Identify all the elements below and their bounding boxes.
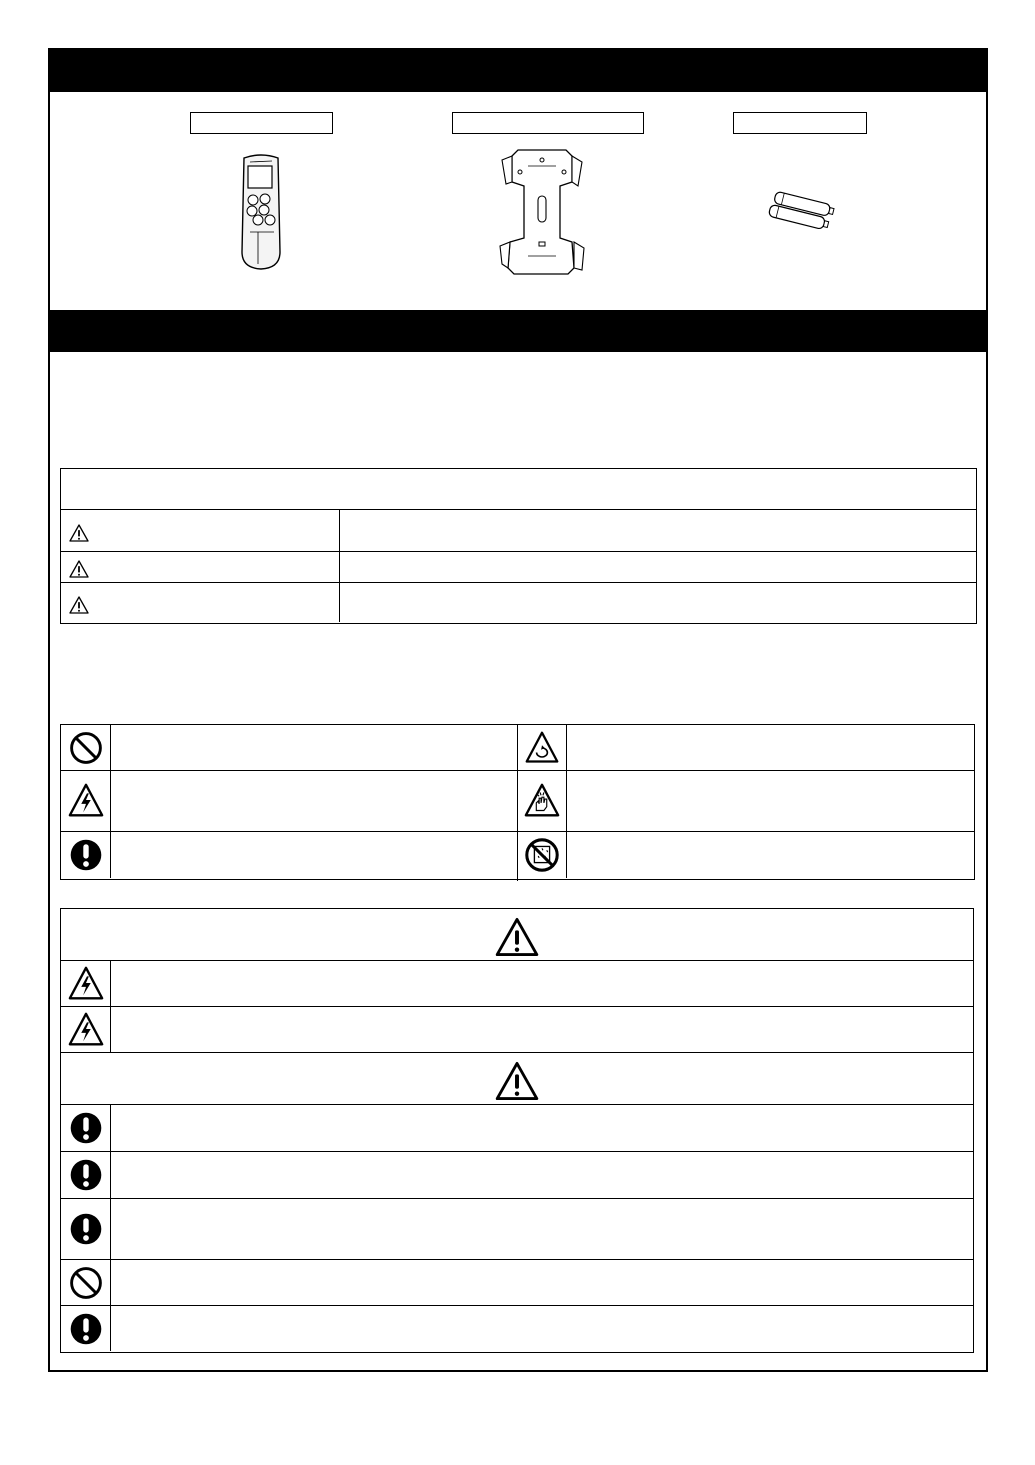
warning-text [111, 1007, 973, 1052]
caution-row [61, 1152, 973, 1199]
alert-triangle-icon [69, 524, 89, 542]
safety-intro-paragraph [62, 366, 972, 446]
symbol-description [567, 832, 974, 878]
electric-shock-warning-icon [67, 965, 105, 1003]
alert-triangle-icon [69, 560, 89, 578]
rotating-parts-warning-icon [524, 730, 560, 766]
mandatory-action-icon [68, 1311, 104, 1347]
accessories-header-band [50, 50, 986, 92]
prohibited-icon [68, 1265, 104, 1301]
prohibited-icon [68, 730, 104, 766]
symbols-note [62, 644, 972, 704]
symbol-row [61, 725, 974, 771]
caution-row [61, 1260, 973, 1306]
batteries-icon [766, 188, 838, 238]
symbol-description [111, 771, 517, 831]
caution-group-heading [61, 1053, 973, 1105]
pinch-hand-warning-icon [523, 782, 561, 820]
signal-word-table [60, 468, 977, 624]
mandatory-action-icon [68, 837, 104, 873]
alert-triangle-icon [69, 596, 89, 614]
caution-row [61, 1105, 973, 1152]
page-frame [48, 48, 988, 1372]
signal-word-description [340, 583, 976, 622]
caution-text [111, 1306, 973, 1351]
symbol-legend-grid [60, 724, 975, 880]
caution-row [61, 1199, 973, 1260]
caution-text [111, 1105, 973, 1151]
do-not-wet-icon [523, 836, 561, 874]
accessory-label-remote [190, 112, 333, 134]
mandatory-action-icon [68, 1211, 104, 1247]
signal-word-row [61, 510, 976, 552]
signal-word-heading [61, 469, 976, 510]
alert-triangle-icon [495, 917, 539, 957]
caution-text [111, 1152, 973, 1198]
signal-word-row [61, 583, 976, 622]
electric-shock-warning-icon [67, 782, 105, 820]
signal-word-description [340, 510, 976, 551]
accessory-label-batteries [733, 112, 867, 134]
symbol-description [567, 771, 974, 831]
caution-text [111, 1199, 973, 1259]
electric-shock-warning-icon [67, 1011, 105, 1049]
symbol-row [61, 832, 974, 878]
caution-text [111, 1260, 973, 1305]
safety-header-band [50, 310, 986, 352]
remote-control-icon [236, 152, 286, 272]
mandatory-action-icon [68, 1157, 104, 1193]
warning-group-heading [61, 909, 973, 961]
warning-text [111, 961, 973, 1006]
remote-holder-icon [498, 146, 586, 276]
warnings-table [60, 908, 974, 1353]
symbol-description [111, 832, 517, 878]
symbol-description [567, 725, 974, 770]
accessory-label-holder [452, 112, 644, 134]
caution-row [61, 1306, 973, 1351]
symbol-description [111, 725, 517, 770]
mandatory-action-icon [68, 1110, 104, 1146]
symbol-row [61, 771, 974, 832]
warning-row [61, 1007, 973, 1053]
alert-triangle-icon [495, 1061, 539, 1101]
signal-word-row [61, 552, 976, 583]
warning-row [61, 961, 973, 1007]
signal-word-description [340, 552, 976, 582]
